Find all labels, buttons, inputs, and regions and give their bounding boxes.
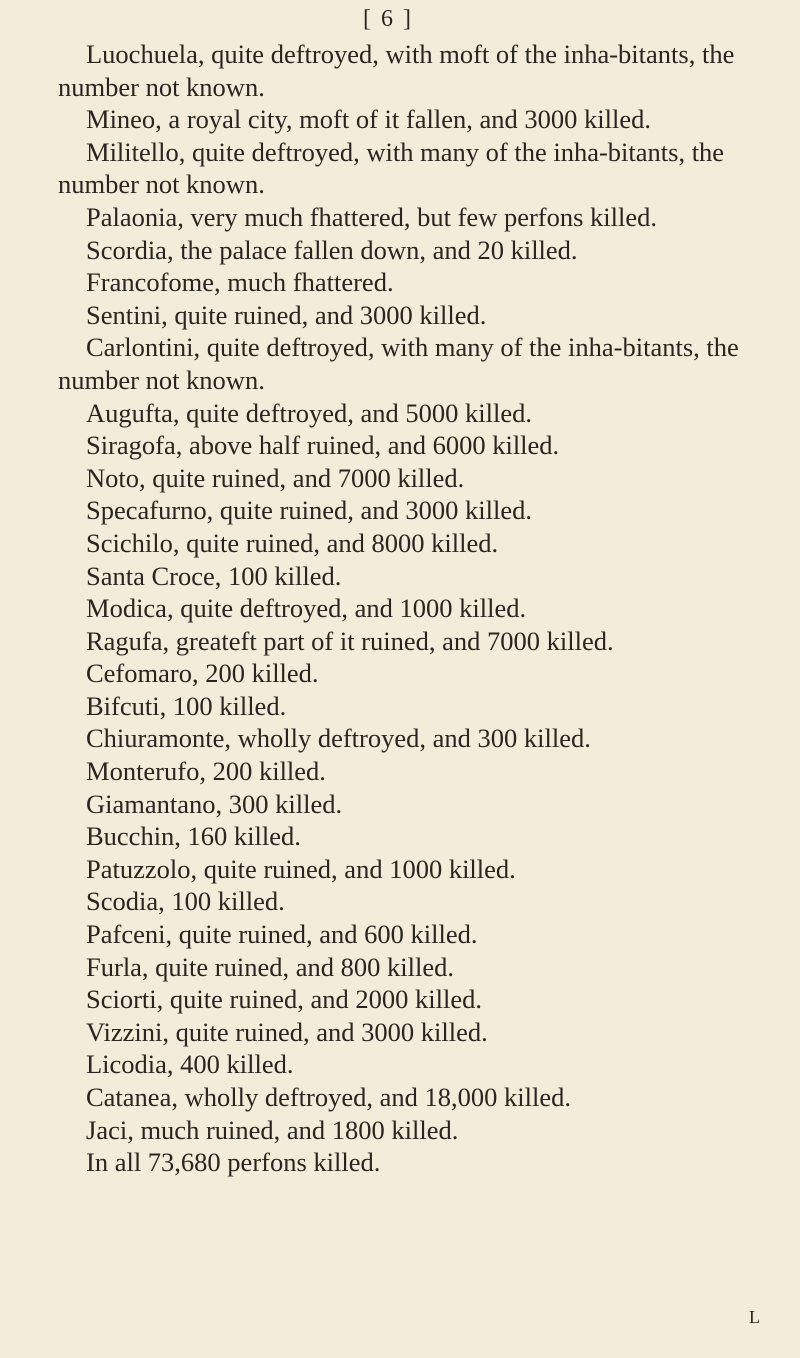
list-item: Santa Croce, 100 killed. — [86, 560, 342, 591]
list-item: Furla, quite ruined, and 800 killed. — [86, 951, 454, 982]
list-item: Carlontini, quite deftroyed, with many of the inha-bitants, the number not known. — [58, 332, 739, 395]
list-item: Scordia, the palace fallen down, and 20 killed. — [86, 234, 578, 265]
list-item: Cefomaro, 200 killed. — [86, 658, 319, 689]
list-item: Sentini, quite ruined, and 3000 killed. — [86, 299, 487, 330]
list-item: Bifcuti, 100 killed. — [86, 690, 287, 721]
list-item: Monterufo, 200 killed. — [86, 756, 326, 787]
list-item: Francofome, much fhattered. — [86, 267, 394, 298]
list-item: Pafceni, quite ruined, and 600 killed. — [86, 919, 478, 950]
list-item: Chiuramonte, wholly deftroyed, and 300 killed. — [86, 723, 591, 754]
list-item: Catanea, wholly deftroyed, and 18,000 killed. — [86, 1082, 571, 1112]
list-item: Patuzzolo, quite ruined, and 1000 killed. — [86, 853, 516, 884]
page-number: [ 6 ] — [363, 6, 413, 32]
list-item: Luochuela, quite deftroyed, with moft of the inha-bitants, the number not known. — [58, 39, 735, 102]
catchword: L — [749, 1307, 760, 1327]
total-line: In all 73,680 perfons killed. — [86, 1147, 381, 1178]
list-item: Jaci, much ruined, and 1800 killed. — [86, 1114, 459, 1145]
list-item: Militello, quite deftroyed, with many of the inha-bitants, the number not known. — [58, 136, 725, 200]
list-item: Licodia, 400 killed. — [86, 1049, 294, 1080]
list-item: Siragofa, above half ruined, and 6000 killed. — [86, 430, 560, 461]
list-item: Mineo, a royal city, moft of it fallen, and 3000 killed. — [86, 104, 651, 135]
list-item: Sciorti, quite ruined, and 2000 killed. — [86, 984, 482, 1015]
list-item: Ragufa, greateft part of it ruined, and 7000 killed. — [86, 625, 614, 656]
list-item: Palaonia, very much fhattered, but few perfons killed. — [86, 201, 658, 232]
list-item: Scichilo, quite ruined, and 8000 killed. — [86, 527, 499, 558]
list-item: Specafurno, quite ruined, and 3000 killed. — [86, 495, 532, 526]
list-item: Vizzini, quite ruined, and 3000 killed. — [86, 1016, 488, 1047]
list-item: Giamantano, 300 killed. — [86, 788, 343, 819]
list-item: Augufta, quite deftroyed, and 5000 killed. — [86, 397, 532, 428]
list-item: Noto, quite ruined, and 7000 killed. — [86, 462, 465, 493]
list-item: Scodia, 100 killed. — [86, 886, 285, 917]
list-item: Bucchin, 160 killed. — [86, 821, 301, 852]
entry-list — [58, 38, 770, 1179]
list-item: Modica, quite deftroyed, and 1000 killed. — [86, 593, 527, 624]
